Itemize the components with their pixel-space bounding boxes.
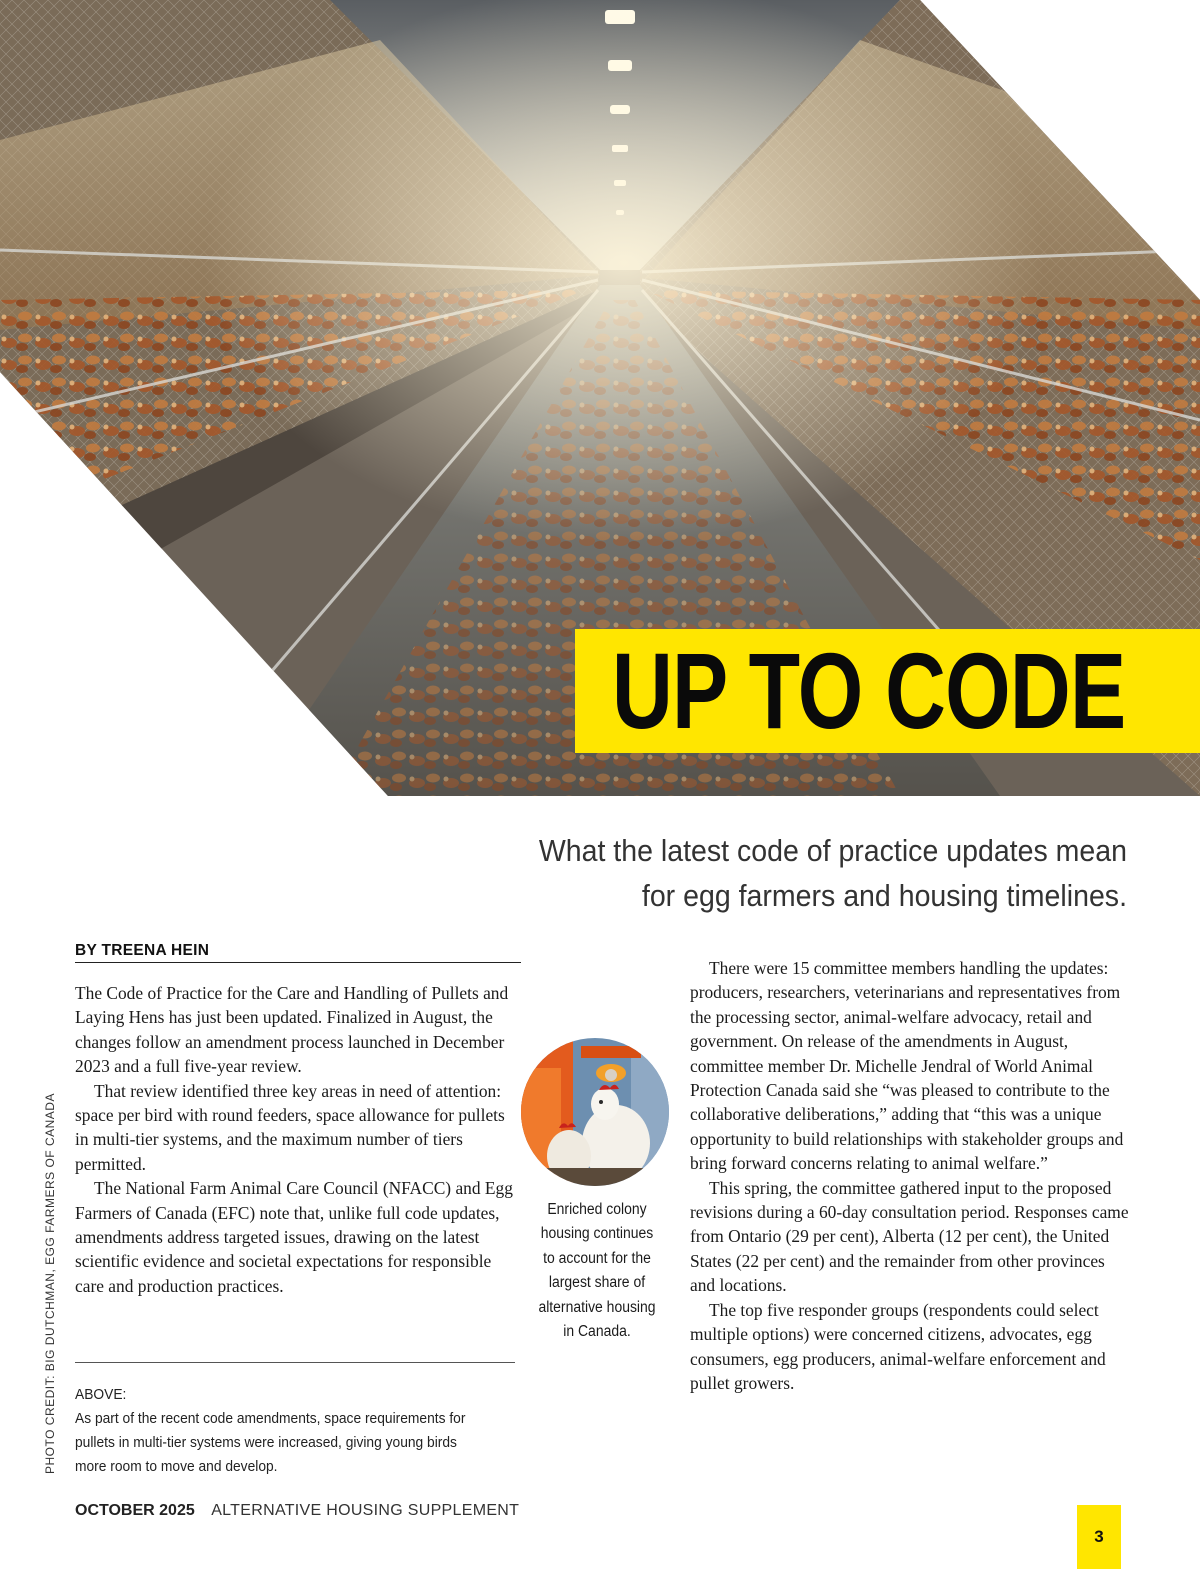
body-paragraph: That review identified three key areas in need of attention: space per bird with round feeders, space allowance for pullets in multi-tier systems, and the maximum number of tiers permitted.: [75, 1080, 505, 1174]
body-paragraph: The Code of Practice for the Care and Handling of Pullets and Laying Hens has just been updated. Finalized in August, the changes follow an amendment process launched in December 2023 and a full five-year review.: [75, 983, 509, 1077]
issue-date: OCTOBER 2025: [75, 1502, 195, 1519]
page-title: UP TO CODE: [612, 630, 1126, 751]
body-column-right: [690, 956, 1130, 1395]
body-paragraph: The National Farm Animal Care Council (NFACC) and Egg Farmers of Canada (EFC) note that, unlike full code updates, amendments address targeted issues, drawing on the latest scientific evidence and societal expectations for responsible care and production practices.: [75, 1178, 513, 1296]
above-caption-text: As part of the recent code amendments, space requirements for pullets in multi-tier systems were increased, giving young birds more room to move and develop.: [75, 1410, 466, 1475]
above-caption-label: ABOVE:: [75, 1386, 127, 1403]
byline: BY TREENA HEIN: [75, 942, 521, 963]
publication-name: ALTERNATIVE HOUSING SUPPLEMENT: [211, 1502, 520, 1519]
inset-caption: Enriched colony housing continues to account for the largest share of alternative housing in Canada.: [538, 1201, 656, 1341]
body-paragraph: The top five responder groups (respondents could select multiple options) were concerned citizens, advocates, egg consumers, egg producers, animal-welfare enforcement and pullet growers.: [690, 1299, 1106, 1393]
body-paragraph: This spring, the committee gathered input to the proposed revisions during a 60-day consultation period. Responses came from Ontario (29 per cent), Alberta (12 per cent), the United States (22 per cent) and the remainder from other provinces and locations.: [690, 1177, 1129, 1296]
inset-photo: [521, 1038, 669, 1186]
body-column-left: [75, 981, 515, 1298]
body-paragraph: There were 15 committee members handling the updates: producers, researchers, veterinarians and representatives from the processing sector, animal-welfare advocacy, retail and government. On release of the amendments in August, committee member Dr. Michelle Jendral of World Animal Protection Canada said she “was pleased to contribute to the collaborative deliberations,” adding that “this was a unique opportunity to build relationships with stakeholder groups and bring forward concerns relating to animal welfare.”: [690, 958, 1124, 1174]
photo-credit-text: PHOTO CREDIT: BIG DUTCHMAN, EGG FARMERS OF CANADA: [43, 1093, 57, 1474]
caption-divider: [75, 1362, 515, 1363]
page-footer: [75, 1502, 519, 1520]
above-caption: [75, 1383, 480, 1479]
page-number: 3: [1077, 1505, 1121, 1569]
deck-subtitle: What the latest code of practice updates mean for egg farmers and housing timelines.: [538, 833, 1127, 913]
